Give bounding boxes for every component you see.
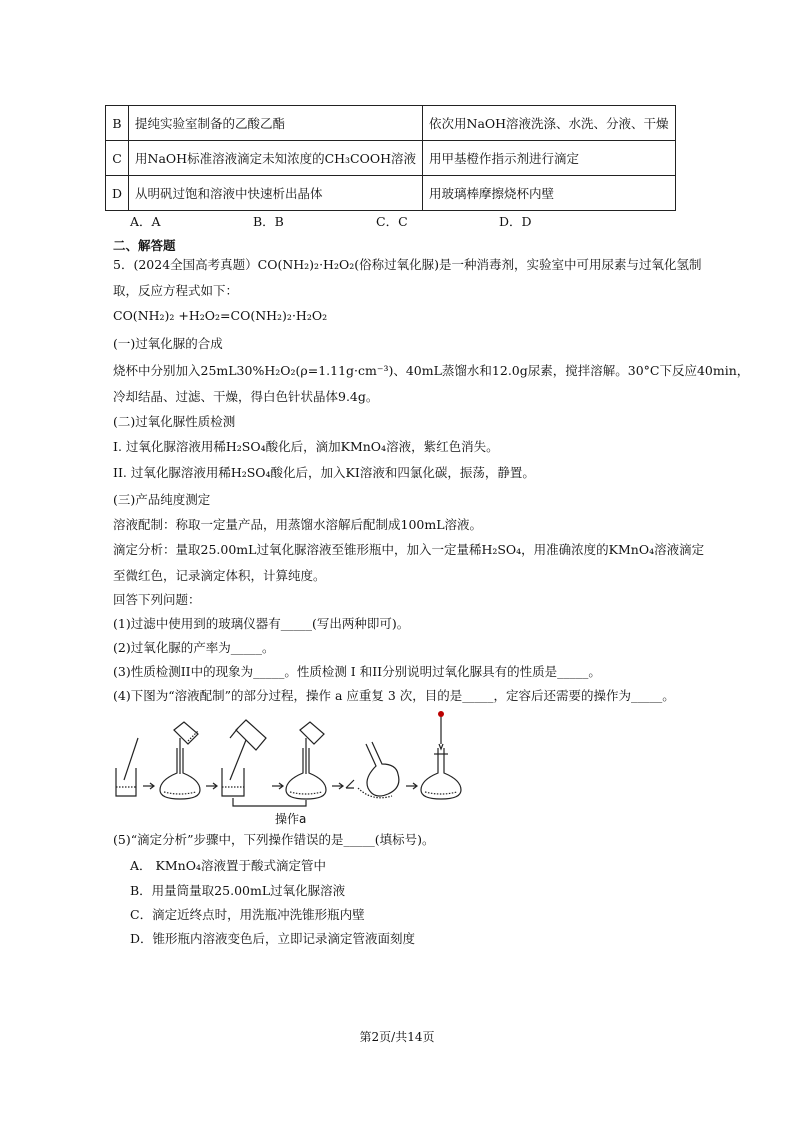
part2-item-ii: II. 过氧化脲溶液用稀H₂SO₄酸化后，加入KI溶液和四氯化碳，振荡，静置。 [113,465,535,480]
choice-c: C．C [376,214,408,229]
answer-prompt: 回答下列问题： [113,592,201,607]
question-2: (2)过氧化脲的产率为_____。 [113,640,275,655]
volumetric-flask-icon [286,722,326,799]
row-key: B [106,106,129,141]
row-experiment: 从明矾过饱和溶液中快速析出晶体 [129,176,423,211]
dropper-icon [439,716,443,749]
question-4: (4)下图为“溶液配制”的部分过程，操作 a 应重复 3 次，目的是_____，定容后还需要的操作为_____。 [113,688,675,703]
row-method: 用甲基橙作指示剂进行滴定 [423,141,676,176]
q5-intro-line-1: 5．(2024全国高考真题）CO(NH₂)₂·H₂O₂(俗称过氧化脲)是一种消毒剂，实验室中可用尿素与过氧化氢制 [113,257,702,272]
q5-option-a: A． KMnO₄溶液置于酸式滴定管中 [130,858,326,873]
choice-a: A．A [130,214,161,229]
part1-title: (一)过氧化脲的合成 [113,336,223,351]
q5-option-d: D．锥形瓶内溶液变色后，立即记录滴定管液面刻度 [130,931,416,946]
beaker-icon [222,740,246,796]
q5-option-b: B．用量筒量取25.00mL过氧化脲溶液 [130,883,346,898]
choice-d: D．D [499,214,532,229]
volumetric-flask-icon [160,722,200,799]
operation-a-label: 操作a [275,812,307,826]
options-table [105,105,676,211]
volumetric-flask-icon [421,748,461,799]
row-experiment: 用NaOH标准溶液滴定未知浓度的CH₃COOH溶液 [129,141,423,176]
part1-text-2: 冷却结晶、过滤、干燥，得白色针状晶体9.4g。 [113,389,379,404]
question-5: (5)“滴定分析”步骤中，下列操作错误的是_____(填标号)。 [113,832,435,847]
section-title: 二、解答题 [113,238,176,253]
q5-option-c: C．滴定近终点时，用洗瓶冲洗锥形瓶内壁 [130,907,365,922]
choice-b: B．B [253,214,284,229]
row-key: D [106,176,129,211]
part1-text-1: 烧杯中分别加入25mL30%H₂O₂(ρ=1.11g·cm⁻³)、40mL蒸馏水和12.0g尿素，搅拌溶解。30°C下反应40min， [113,363,750,378]
part2-title: (二)过氧化脲性质检测 [113,414,236,429]
answer-choices [130,212,630,230]
row-key: C [106,141,129,176]
dropper-bulb-icon [438,711,444,717]
part3-prep: 溶液配制：称取一定量产品，用蒸馏水溶解后配制成100mL溶液。 [113,517,483,532]
beaker-icon [116,738,138,796]
wash-bottle-icon [230,720,266,750]
question-1: (1)过滤中使用到的玻璃仪器有_____(写出两种即可)。 [113,616,410,631]
operation-a-bracket [233,798,306,806]
part3-title: (三)产品纯度测定 [113,492,211,507]
reaction-equation: CO(NH₂)₂ +H₂O₂=CO(NH₂)₂·H₂O₂ [113,308,328,323]
page-footer: 第2页/共14页 [359,1030,435,1044]
question-3: (3)性质检测II中的现象为_____。性质检测 I 和II分别说明过氧化脲具有的性质是_____。 [113,664,601,679]
table-row [106,176,676,211]
part2-item-i: I. 过氧化脲溶液用稀H₂SO₄酸化后，滴加KMnO₄溶液，紫红色消失。 [113,439,499,454]
solution-prep-diagram [110,708,550,826]
row-method: 依次用NaOH溶液洗涤、水洗、分液、干燥 [423,106,676,141]
part3-titration-2: 至微红色，记录滴定体积，计算纯度。 [113,568,326,583]
row-experiment: 提纯实验室制备的乙酸乙酯 [129,106,423,141]
swirling-flask-icon [346,742,399,798]
table-row [106,141,676,176]
row-method: 用玻璃棒摩擦烧杯内壁 [423,176,676,211]
q5-intro-line-2: 取，反应方程式如下： [113,283,239,298]
table-row [106,106,676,141]
part3-titration-1: 滴定分析：量取25.00mL过氧化脲溶液至锥形瓶中，加入一定量稀H₂SO₄，用准确浓度的KMnO₄溶液滴定 [113,542,705,557]
